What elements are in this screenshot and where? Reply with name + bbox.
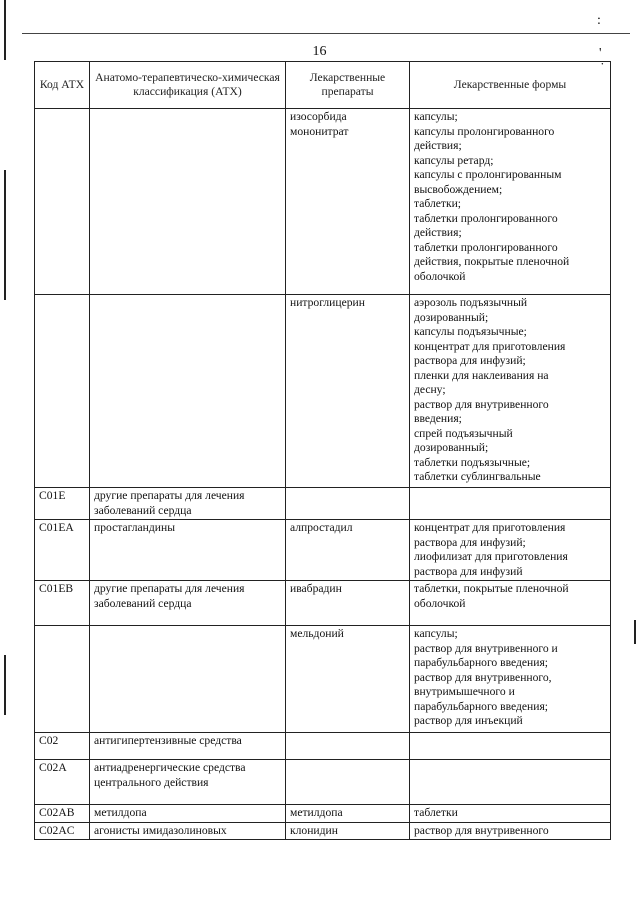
page-number: 16 — [312, 44, 327, 59]
cell-forms-line: раствор для внутривенного и — [414, 641, 558, 655]
cell-classification-line: заболеваний сердца — [94, 596, 192, 610]
cell-classification — [90, 805, 286, 823]
cell-forms-line: спрей подъязычный — [414, 426, 513, 440]
cell-forms-line: раствора для инфузий; — [414, 354, 526, 367]
cell-code — [35, 733, 90, 760]
cell-forms-line: капсулы пролонгированного — [414, 124, 555, 138]
cell-forms-line: оболочкой — [414, 269, 466, 283]
cell-forms-line: внутримышечного и — [414, 685, 515, 698]
cell-forms-line: действия; — [414, 226, 462, 239]
corner-mark: : — [597, 13, 601, 28]
cell-forms — [410, 760, 611, 805]
scan-edge-mark-middle — [4, 170, 6, 300]
cell-code-text: C01EB — [39, 582, 74, 595]
cell-drug — [286, 626, 410, 733]
cell-drug — [286, 488, 410, 520]
cell-code — [35, 822, 90, 840]
cell-forms-line: дозированный; — [414, 310, 489, 324]
cell-forms-line: раствор для инъекций — [414, 714, 523, 727]
cell-drug-line: нитроглицерин — [290, 296, 365, 309]
cell-classification — [90, 488, 286, 520]
cell-forms-line: лиофилизат для приготовления — [414, 550, 568, 563]
cell-code — [35, 581, 90, 626]
cell-forms-line: введения; — [414, 412, 462, 425]
header-forms: Лекарственные формы — [410, 62, 611, 109]
header-drugs: Лекарственные препараты — [286, 62, 410, 109]
cell-forms — [410, 520, 611, 581]
cell-drug — [286, 733, 410, 760]
cell-classification-line: антигипертензивные средства — [94, 734, 242, 747]
cell-code — [35, 760, 90, 805]
header-classification: Анатомо-терапевтическо-химическая классификация (АТХ) — [90, 62, 286, 109]
header-rule — [22, 33, 630, 34]
cell-forms-line: капсулы ретард; — [414, 153, 494, 167]
cell-classification-line: агонисты имидазолиновых — [94, 823, 227, 837]
table-row — [35, 488, 611, 520]
cell-classification — [90, 822, 286, 840]
table-row — [35, 805, 611, 823]
cell-code — [35, 520, 90, 581]
cell-forms-line: оболочкой — [414, 596, 466, 610]
cell-forms-line: таблетки пролонгированного — [414, 240, 558, 254]
cell-forms-line: раствор для внутривенного — [414, 823, 549, 837]
cell-forms-line: действия, покрытые пленочной — [414, 255, 570, 268]
table-row — [35, 733, 611, 760]
cell-forms — [410, 733, 611, 760]
cell-forms — [410, 626, 611, 733]
cell-code — [35, 805, 90, 823]
cell-classification — [90, 295, 286, 488]
cell-drug-line: мононитрат — [290, 124, 349, 138]
cell-code-text: C02A — [39, 761, 67, 774]
atx-drug-table — [34, 61, 611, 840]
corner-mark: ˙ — [600, 61, 605, 76]
scan-edge-mark-right — [634, 620, 636, 644]
cell-classification — [90, 626, 286, 733]
cell-drug — [286, 520, 410, 581]
cell-forms-line: парабульбарного введения; — [414, 699, 548, 713]
cell-forms-line: концентрат для приготовления — [414, 339, 566, 353]
cell-forms-line: таблетки; — [414, 197, 462, 210]
table-row — [35, 295, 611, 488]
cell-forms-line: раствор для внутривенного — [414, 397, 549, 411]
cell-code-text: C01E — [39, 489, 66, 502]
cell-forms-line: парабульбарного введения; — [414, 656, 548, 669]
cell-classification-line: простагландины — [94, 521, 175, 534]
cell-forms-line: действия; — [414, 139, 462, 152]
cell-forms — [410, 488, 611, 520]
cell-forms — [410, 109, 611, 295]
cell-classification-line: заболеваний сердца — [94, 503, 192, 517]
cell-drug — [286, 805, 410, 823]
cell-drug — [286, 822, 410, 840]
cell-code — [35, 109, 90, 295]
cell-forms-line: таблетки — [414, 806, 458, 819]
cell-code — [35, 626, 90, 733]
cell-drug-line: изосорбида — [290, 110, 347, 123]
cell-code-text: C02AB — [39, 806, 75, 819]
cell-drug — [286, 295, 410, 488]
cell-classification — [90, 581, 286, 626]
table-row — [35, 581, 611, 626]
cell-forms-line: концентрат для приготовления — [414, 521, 566, 534]
cell-code-text: C02 — [39, 734, 59, 747]
table-header-row — [35, 62, 611, 109]
cell-forms-line: пленки для наклеивания на — [414, 368, 549, 382]
cell-drug-line: метилдопа — [290, 806, 343, 819]
cell-code-text: C02AC — [39, 823, 75, 837]
cell-drug-line: мельдоний — [290, 627, 344, 640]
cell-forms-line: капсулы; — [414, 110, 458, 123]
cell-classification — [90, 760, 286, 805]
scan-edge-mark-lower — [4, 655, 6, 715]
cell-drug-line: ивабрадин — [290, 582, 342, 595]
cell-code-text: C01EA — [39, 521, 74, 534]
cell-drug — [286, 760, 410, 805]
cell-classification-line: другие препараты для лечения — [94, 489, 245, 502]
cell-classification — [90, 520, 286, 581]
table-row — [35, 109, 611, 295]
table-row — [35, 520, 611, 581]
cell-forms — [410, 805, 611, 823]
cell-classification — [90, 109, 286, 295]
cell-forms — [410, 822, 611, 840]
corner-mark: ' — [599, 46, 602, 61]
cell-drug — [286, 581, 410, 626]
cell-classification-line: другие препараты для лечения — [94, 582, 245, 595]
header-code: Код АТХ — [35, 62, 90, 109]
table-row — [35, 822, 611, 840]
cell-forms-line: высвобождением; — [414, 182, 503, 196]
cell-forms-line: капсулы с пролонгированным — [414, 168, 562, 181]
cell-forms-line: таблетки, покрытые пленочной — [414, 582, 569, 595]
cell-forms-line: таблетки пролонгированного — [414, 211, 558, 225]
cell-code — [35, 295, 90, 488]
cell-forms — [410, 581, 611, 626]
table-row — [35, 626, 611, 733]
cell-forms — [410, 295, 611, 488]
cell-code — [35, 488, 90, 520]
table-row — [35, 760, 611, 805]
cell-forms-line: аэрозоль подъязычный — [414, 296, 528, 309]
cell-forms-line: капсулы подъязычные; — [414, 325, 527, 338]
cell-forms-line: дозированный; — [414, 441, 489, 454]
cell-forms-line: таблетки подъязычные; — [414, 455, 531, 469]
cell-forms-line: раствора для инфузий — [414, 564, 523, 578]
cell-drug-line: клонидин — [290, 823, 338, 837]
cell-forms-line: таблетки сублингвальные — [414, 470, 541, 483]
cell-classification — [90, 733, 286, 760]
cell-drug — [286, 109, 410, 295]
cell-classification-line: метилдопа — [94, 806, 147, 819]
cell-forms-line: раствора для инфузий; — [414, 535, 526, 549]
cell-forms-line: раствор для внутривенного, — [414, 670, 552, 684]
cell-forms-line: капсулы; — [414, 627, 458, 640]
cell-classification-line: антиадренергические средства — [94, 761, 246, 774]
cell-drug-line: алпростадил — [290, 521, 353, 534]
cell-forms-line: десну; — [414, 383, 446, 396]
cell-classification-line: центрального действия — [94, 775, 209, 789]
